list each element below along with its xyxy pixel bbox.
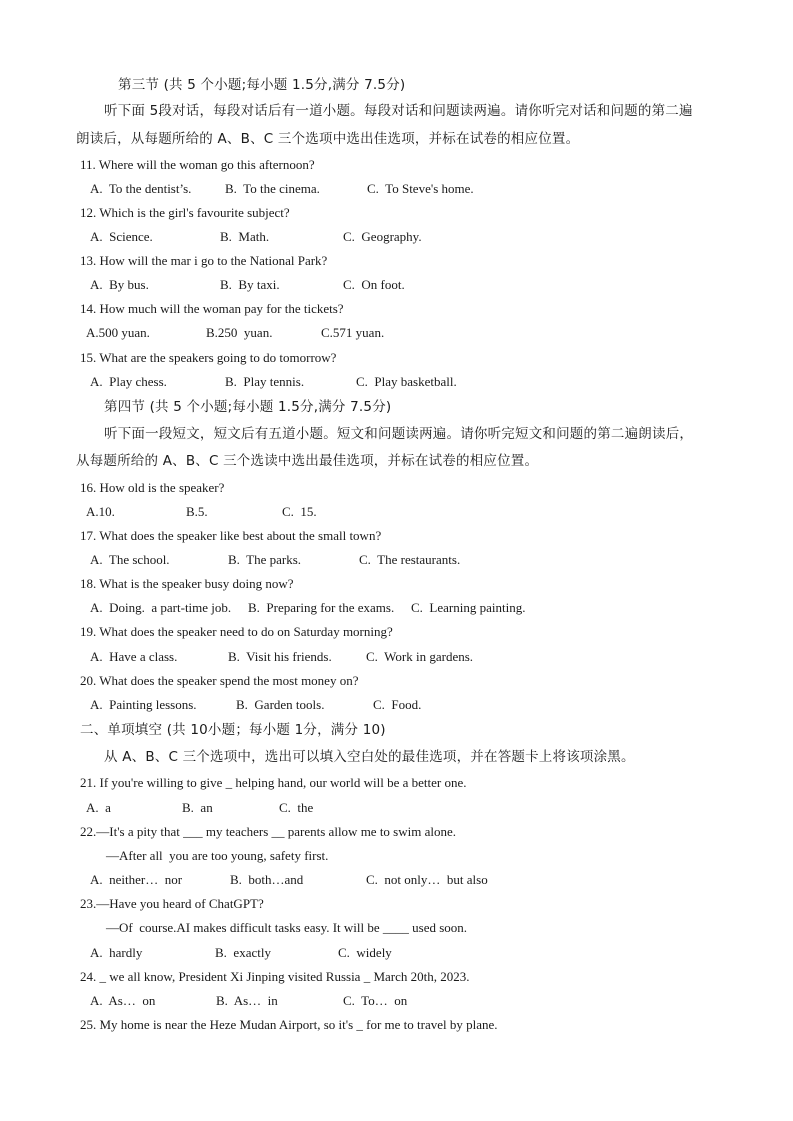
option-23-b: B. exactly — [215, 945, 271, 960]
option-13-c: C. On foot. — [343, 277, 405, 292]
section4-title: 第四节 (共 5 个小题;每小题 1.5分,满分 7.5分) — [104, 399, 392, 415]
option-20-c: C. Food. — [373, 697, 422, 712]
option-13-a: A. By bus. — [90, 277, 149, 292]
option-15-c: C. Play basketball. — [356, 374, 457, 389]
option-24-b: B. As… in — [216, 993, 278, 1008]
question-14: 14. How much will the woman pay for the tickets? — [80, 301, 344, 316]
option-18-c: C. Learning painting. — [411, 600, 526, 615]
option-24-a: A. As… on — [90, 993, 156, 1008]
option-12-c: C. Geography. — [343, 229, 422, 244]
option-13-b: B. By taxi. — [220, 277, 280, 292]
option-14-c: C.571 yuan. — [321, 325, 385, 340]
option-23-c: C. widely — [338, 945, 392, 960]
option-21-a: A. a — [86, 800, 111, 815]
question-16: 16. How old is the speaker? — [80, 480, 225, 495]
question-23: 23.—Have you heard of ChatGPT? — [80, 896, 264, 911]
option-22-c: C. not only… but also — [366, 872, 488, 887]
question-11: 11. Where will the woman go this afternoon? — [80, 157, 315, 172]
question-17: 17. What does the speaker like best about the small town? — [80, 528, 382, 543]
question-24: 24. _ we all know, President Xi Jinping visited Russia _ March 20th, 2023. — [80, 969, 470, 984]
question-13: 13. How will the mar i go to the National Park? — [80, 253, 328, 268]
option-21-c: C. the — [279, 800, 314, 815]
option-22-a: A. neither… nor — [90, 872, 183, 887]
option-12-a: A. Science. — [90, 229, 153, 244]
option-11-c: C. To Steve's home. — [367, 181, 474, 196]
question-12: 12. Which is the girl's favourite subject? — [80, 205, 290, 220]
option-21-b: B. an — [182, 800, 213, 815]
option-17-c: C. The restaurants. — [359, 552, 461, 567]
question-23-reply: —Of course.AI makes difficult tasks easy. It will be ____ used soon. — [106, 920, 468, 935]
option-20-a: A. Painting lessons. — [90, 697, 197, 712]
question-21: 21. If you're willing to give _ helping hand, our world will be a better one. — [80, 775, 467, 790]
question-22: 22.—It's a pity that ___ my teachers __ parents allow me to swim alone. — [80, 824, 457, 839]
option-11-a: A. To the dentist’s. — [90, 181, 192, 196]
question-19: 19. What does the speaker need to do on Saturday morning? — [80, 624, 393, 639]
question-18: 18. What is the speaker busy doing now? — [80, 576, 294, 591]
option-15-a: A. Play chess. — [90, 374, 167, 389]
part2-instruction: 从 A、B、C 三个选项中，选出可以填入空白处的最佳选项，并在答题卡上将该项涂黑。 — [104, 749, 635, 765]
option-16-b: B.5. — [186, 504, 208, 519]
option-19-c: C. Work in gardens. — [366, 649, 474, 664]
option-14-a: A.500 yuan. — [86, 325, 150, 340]
question-25: 25. My home is near the Heze Mudan Airport, so it's _ for me to travel by plane. — [80, 1017, 498, 1032]
option-19-a: A. Have a class. — [90, 649, 178, 664]
option-20-b: B. Garden tools. — [236, 697, 325, 712]
option-18-b: B. Preparing for the exams. — [248, 600, 395, 615]
section3-title: 第三节 (共 5 个小题;每小题 1.5分,满分 7.5分) — [118, 77, 406, 93]
option-14-b: B.250 yuan. — [206, 325, 273, 340]
option-16-a: A.10. — [86, 504, 115, 519]
option-12-b: B. Math. — [220, 229, 270, 244]
part2-title: 二、单项填空 (共 10小题；每小题 1分，满分 10) — [80, 722, 386, 738]
section3-instruction-2: 朗读后，从每题所给的 A、B、C 三个选项中选出佳选项，并标在试卷的相应位置。 — [76, 131, 580, 147]
option-15-b: B. Play tennis. — [225, 374, 305, 389]
option-11-b: B. To the cinema. — [225, 181, 320, 196]
question-20: 20. What does the speaker spend the most money on? — [80, 673, 359, 688]
question-22-reply: —After all you are too young, safety first. — [106, 848, 329, 863]
section3-instruction-1: 听下面 5段对话，每段对话后有一道小题。每段对话和问题读两遍。请你听完对话和问题的第二遍 — [104, 103, 693, 119]
option-17-a: A. The school. — [90, 552, 170, 567]
option-24-c: C. To… on — [343, 993, 408, 1008]
option-17-b: B. The parks. — [228, 552, 302, 567]
question-15: 15. What are the speakers going to do tomorrow? — [80, 350, 337, 365]
option-16-c: C. 15. — [282, 504, 317, 519]
option-19-b: B. Visit his friends. — [228, 649, 332, 664]
option-18-a: A. Doing. a part-time job. — [90, 600, 232, 615]
section4-instruction-2: 从每题所给的 A、B、C 三个选读中选出最佳选项，并标在试卷的相应位置。 — [76, 453, 539, 469]
option-23-a: A. hardly — [90, 945, 143, 960]
section4-instruction-1: 听下面一段短文，短文后有五道小题。短文和问题读两遍。请你听完短文和问题的第二遍朗读后， — [104, 426, 694, 442]
option-22-b: B. both…and — [230, 872, 304, 887]
